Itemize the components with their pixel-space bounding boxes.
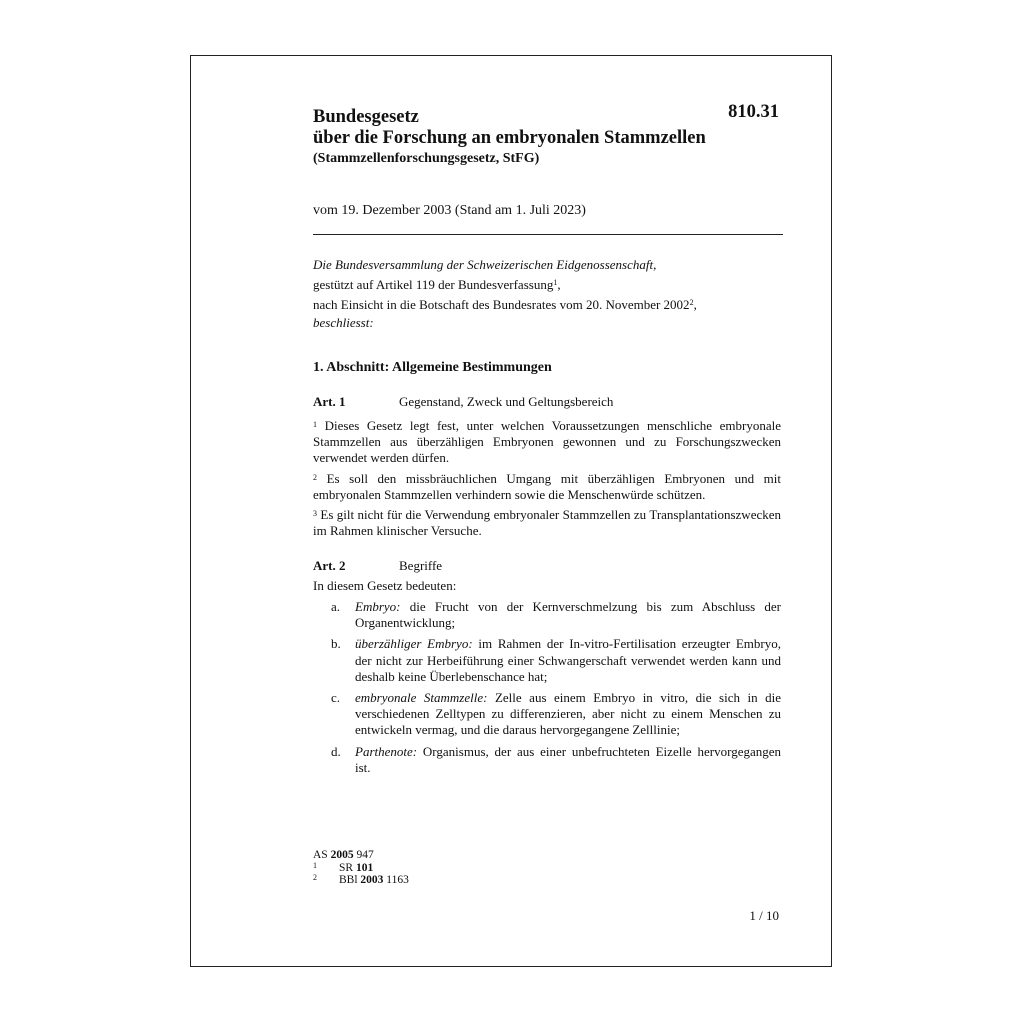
list-item-term: embryonale Stammzelle: [355,690,488,706]
art2-title: Begriffe [399,558,443,573]
title-line-1: Bundesgesetz [313,107,419,127]
section-heading: 1. Abschnitt: Allgemeine Bestimmungen [313,360,552,375]
list-item-term: Parthenote: [355,743,418,759]
art2-intro: In diesem Gesetz bedeuten: [313,578,457,593]
art1-paragraph-1 [313,417,781,467]
list-item-label: b. [331,636,341,652]
list-item-label: d. [331,743,341,759]
title-line-3: (Stammzellenforschungsgesetz, StFG) [313,151,540,166]
as-year: 2005 [330,849,354,861]
preamble [313,256,697,332]
preamble-line-2-text: gestützt auf Artikel 119 der Bundesverfassung [313,277,554,292]
list-item-text: Zelle aus einem Embryo in vitro, die sich in die verschiedenen Zelltypen zu differenzieren, aber nicht zu einem Menschen zu entwickeln vermag, und die daraus hervorgegangene Zelllinie; [355,690,781,738]
as-prefix: AS [313,849,328,861]
footnote-prefix: BBl [339,874,358,886]
date-line: vom 19. Dezember 2003 (Stand am 1. Juli 2023) [313,203,586,218]
paragraph-number: 1 [313,420,317,429]
footnote-ref-2[interactable]: 2 [689,298,694,307]
preamble-line-3 [313,294,697,314]
paragraph-text: Dieses Gesetz legt fest, unter welchen Voraussetzungen menschliche embryonale Stammzellen aus überzähligen Embryonen gewonnen und zu Forschungszwecken verwendet werden dürfen. [313,418,781,466]
list-item-label: c. [331,690,341,706]
art1-paragraph-3 [313,506,781,539]
as-page: 947 [356,849,374,861]
footnote-prefix: SR [339,861,354,874]
paragraph-text: Es soll den missbräuchlichen Umgang mit überzähligen Embryonen und mit embryonalen Stammzellen verhindern sowie die Menschenwürde schützen. [313,471,781,503]
footnote-page: 1163 [386,874,409,886]
preamble-line-4: beschliesst: [313,315,374,330]
footnote-number: 2 [313,873,317,882]
preamble-line-3-end: , [693,297,697,312]
list-item [313,636,781,685]
list-item-text: im Rahmen der In-vitro-Fertilisation erzeugter Embryo, der nicht zur Herbeiführung einer Schwangerschaft verwendet werden kann und deshalb keine Überlebenschance hat; [355,636,782,684]
preamble-line-3-text: nach Einsicht in die Botschaft des Bundesrates vom 20. November 2002 [313,297,690,312]
paragraph-number: 2 [313,473,317,482]
preamble-line-2 [313,274,697,294]
list-item [313,599,781,631]
list-item-term: Embryo: [355,599,401,614]
footnote-year: 2003 [360,874,384,886]
law-title [313,107,706,169]
page-number: 1 / 10 [749,908,779,923]
sr-number: 810.31 [728,102,779,122]
list-item [313,690,781,739]
list-item-text: die Frucht von der Kernverschmelzung bis zum Abschluss der Organentwicklung; [355,599,782,631]
art1-paragraph-2 [313,470,781,503]
footnote-value: 101 [355,861,374,874]
list-item-term: überzähliger Embryo: [355,636,473,652]
footnotes [313,849,409,887]
list-item [313,744,781,776]
preamble-line-1: Die Bundesversammlung der Schweizerischen Eidgenossenschaft, [313,257,657,272]
paragraph-number: 3 [313,509,317,518]
art1-number: Art. 1 [313,394,346,409]
footnote-1 [313,862,409,875]
list-item-text: Organismus, der aus einer unbefruchteten Eizelle hervorgegangen ist. [355,743,782,775]
document-page [190,55,832,967]
preamble-line-2-end: , [557,277,561,292]
paragraph-text: Es gilt nicht für die Verwendung embryonaler Stammzellen zu Transplantationszwecken im Rahmen klinischer Versuche. [313,507,781,539]
art2-heading [313,558,442,574]
title-line-2: über die Forschung an embryonalen Stammzellen [313,128,706,148]
footnote-2 [313,874,409,887]
list-item-label: a. [331,599,341,614]
art2-number: Art. 2 [313,558,346,573]
title-divider [313,234,783,235]
art1-title: Gegenstand, Zweck und Geltungsbereich [399,394,614,409]
footnote-number: 1 [313,860,317,870]
footnote-ref-1[interactable]: 1 [553,278,558,287]
definitions-list [313,599,781,781]
official-collection-ref [313,849,409,862]
art1-heading [313,394,613,410]
